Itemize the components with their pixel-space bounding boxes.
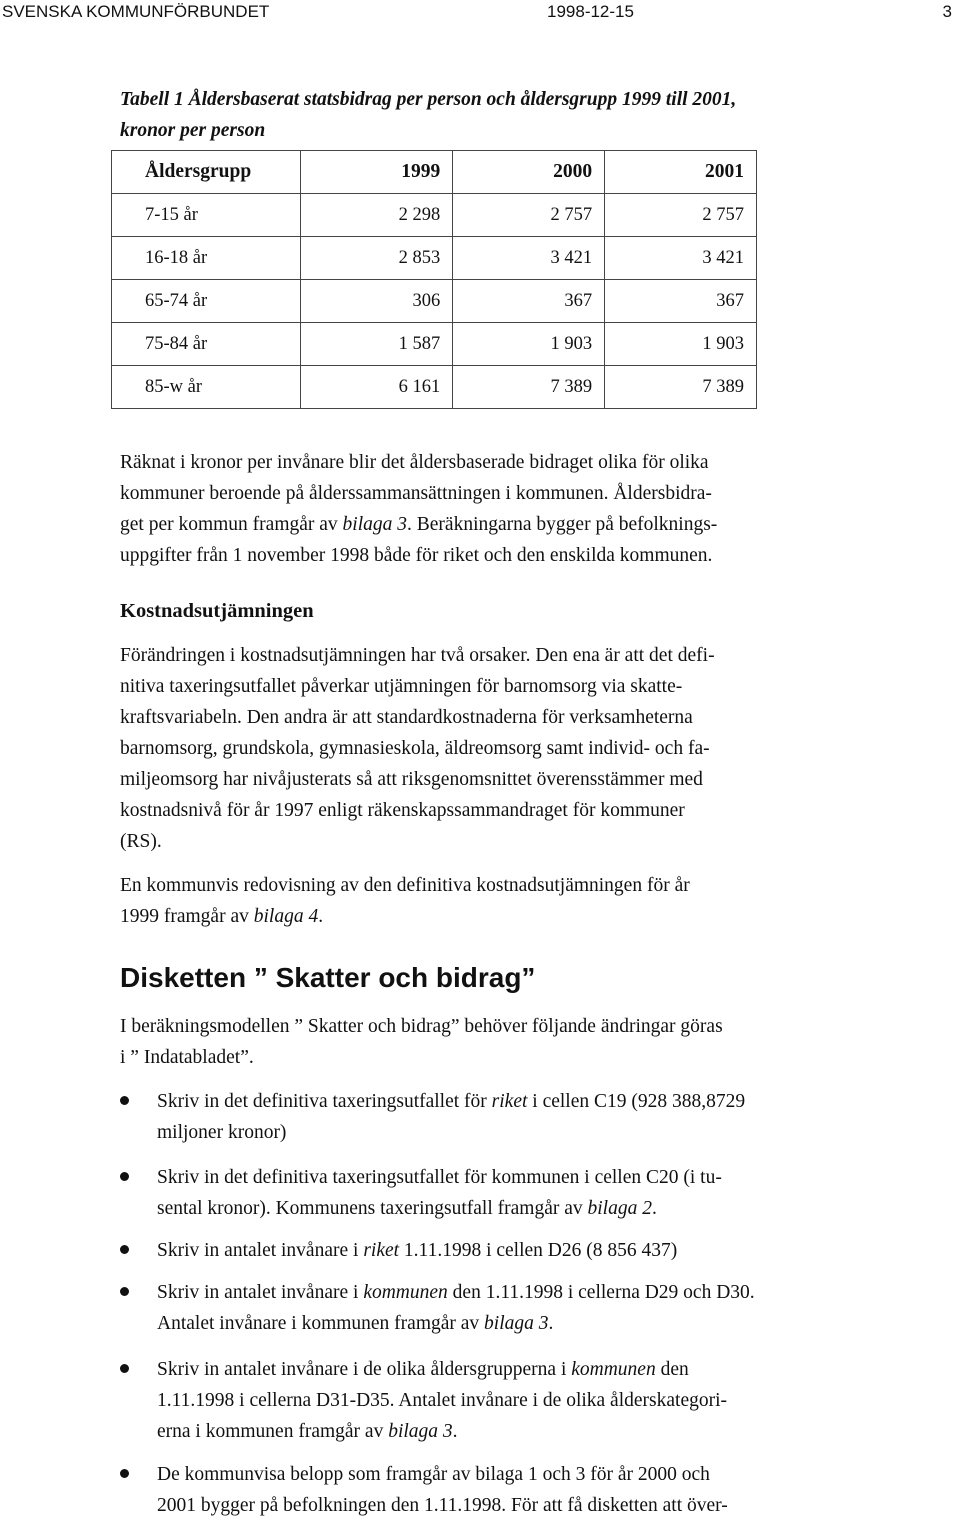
paragraph-disketten-intro <box>120 1011 910 1073</box>
text-span: Skriv in det definitiva taxeringsutfallet för <box>157 1091 492 1112</box>
table-cell: 1 903 <box>453 323 605 366</box>
text-span: den <box>655 1359 689 1380</box>
text-line: nitiva taxeringsutfallet påverkar utjämningen för barnomsorg via skatte- <box>120 676 683 697</box>
table-cell: 65‐74 år <box>112 280 301 323</box>
section-heading-disketten: Disketten ” Skatter och bidrag” <box>120 962 536 993</box>
bullet-icon <box>120 1172 129 1181</box>
table-cell: 7 389 <box>453 366 605 409</box>
text-line: De kommunvisa belopp som framgår av bilaga 1 och 3 för år 2000 och <box>157 1464 710 1485</box>
table-row <box>112 237 757 280</box>
text-span: Antalet invånare i kommunen framgår av <box>157 1313 485 1334</box>
table-cell: 1 587 <box>301 323 453 366</box>
table-row <box>112 280 757 323</box>
table-cell: 367 <box>605 280 757 323</box>
text-span: i cellen C19 (928 388,8729 <box>527 1091 746 1112</box>
table-cell: 16‐18 år <box>112 237 301 280</box>
bullet-icon <box>120 1096 129 1105</box>
text-span: den 1.11.1998 i cellerna D29 och D30. <box>447 1282 755 1303</box>
table-cell: 2 853 <box>301 237 453 280</box>
text-line: I beräkningsmodellen ” Skatter och bidrag” behöver följande ändringar göras <box>120 1016 723 1037</box>
text-line: kostnadsnivå för år 1997 enligt räkenskapssammandraget för kommuner <box>120 800 685 821</box>
text-line <box>157 1308 917 1339</box>
emphasis: riket <box>363 1240 400 1261</box>
table-header-cell: Åldersgrupp <box>112 151 301 194</box>
text-span: Skriv in antalet invånare i de olika åldersgrupperna i <box>157 1359 572 1380</box>
text-span: . <box>318 906 324 927</box>
page-header <box>0 0 960 28</box>
bilaga-reference: bilaga 3 <box>484 1313 549 1334</box>
emphasis: kommunen <box>571 1359 656 1380</box>
text-line: Skriv in det definitiva taxeringsutfallet för kommunen i cellen C20 (i tu- <box>157 1167 722 1188</box>
table-header-row <box>112 151 757 194</box>
table-cell: 367 <box>453 280 605 323</box>
emphasis: kommunen <box>363 1282 448 1303</box>
table-cell: 1 903 <box>605 323 757 366</box>
text-span: 1.11.1998 i cellen D26 (8 856 437) <box>399 1240 678 1261</box>
text-line: Förändringen i kostnadsutjämningen har två orsaker. Den ena är att det defi- <box>120 645 715 666</box>
text-span: . <box>651 1198 657 1219</box>
text-line: 2001 bygger på befolkningen den 1.11.1998. För att få disketten att över- <box>157 1495 728 1516</box>
table-cell: 7‐15 år <box>112 194 301 237</box>
table-header-cell: 1999 <box>301 151 453 194</box>
text-span: sental kronor). Kommunens taxeringsutfall framgår av <box>157 1198 588 1219</box>
table-cell: 2 757 <box>453 194 605 237</box>
bilaga-reference: bilaga 4 <box>253 906 319 927</box>
table-caption <box>120 84 900 146</box>
text-span: get per kommun framgår av <box>120 514 343 535</box>
table-cell: 6 161 <box>301 366 453 409</box>
text-line <box>157 1416 917 1447</box>
text-line: (RS). <box>120 831 162 852</box>
text-span: 1999 framgår av <box>120 906 254 927</box>
bullet-icon <box>120 1245 129 1254</box>
text-line: miljeomsorg har nivåjusterats så att riksgenomsnittet överensstämmer med <box>120 769 703 790</box>
table-cell: 2 757 <box>605 194 757 237</box>
emphasis: riket <box>491 1091 528 1112</box>
text-line <box>157 1277 917 1308</box>
text-line <box>120 509 910 540</box>
text-line: uppgifter från 1 november 1998 både för riket och den enskilda kommunen. <box>120 545 713 566</box>
table-cell: 7 389 <box>605 366 757 409</box>
text-line <box>157 1193 917 1224</box>
table-cell: 75‐84 år <box>112 323 301 366</box>
table-cell: 306 <box>301 280 453 323</box>
text-span: Skriv in antalet invånare i <box>157 1282 364 1303</box>
section-heading-kostnadsutjamning: Kostnadsutjämningen <box>120 600 314 622</box>
table-caption-line: Tabell 1 Åldersbaserat statsbidrag per person och åldersgrupp 1999 till 2001, <box>120 89 737 110</box>
text-line: En kommunvis redovisning av den definitiva kostnadsutjämningen för år <box>120 875 690 896</box>
page-number: 3 <box>942 2 952 21</box>
bullet-icon <box>120 1364 129 1373</box>
table-row <box>112 323 757 366</box>
table-cell: 85‐w år <box>112 366 301 409</box>
bilaga-reference: bilaga 2 <box>587 1198 652 1219</box>
table-cell: 2 298 <box>301 194 453 237</box>
table-row <box>112 194 757 237</box>
text-line <box>157 1086 917 1117</box>
paragraph-kostnadsutjamning <box>120 640 910 857</box>
bullet-icon <box>120 1287 129 1296</box>
table-cell: 3 421 <box>453 237 605 280</box>
text-line <box>157 1235 917 1266</box>
text-span: Skriv in antalet invånare i <box>157 1240 364 1261</box>
text-line: i ” Indatabladet”. <box>120 1047 254 1068</box>
text-line: 1.11.1998 i cellerna D31‐D35. Antalet invånare i de olika ålderskategori- <box>157 1390 728 1411</box>
text-line <box>120 901 910 932</box>
table-row <box>112 366 757 409</box>
bilaga-reference: bilaga 3 <box>342 514 408 535</box>
text-span: . Beräkningarna bygger på befolknings- <box>407 514 718 535</box>
text-span: . <box>548 1313 554 1334</box>
text-line: barnomsorg, grundskola, gymnasieskola, äldreomsorg samt individ- och fa- <box>120 738 710 759</box>
text-line: kraftsvariabeln. Den andra är att standardkostnaderna för verksamheterna <box>120 707 693 728</box>
text-line: kommuner beroende på ålderssammansättningen i kommunen. Åldersbidra- <box>120 483 712 504</box>
paragraph-redovisning <box>120 870 910 932</box>
bullet-icon <box>120 1469 129 1478</box>
bilaga-reference: bilaga 3 <box>388 1421 453 1442</box>
text-span: erna i kommunen framgår av <box>157 1421 389 1442</box>
paragraph-age-grant <box>120 447 910 571</box>
statsbidrag-table <box>111 150 757 409</box>
text-line: Räknat i kronor per invånare blir det åldersbaserade bidraget olika för olika <box>120 452 709 473</box>
table-header-cell: 2001 <box>605 151 757 194</box>
table-cell: 3 421 <box>605 237 757 280</box>
header-date: 1998-12-15 <box>547 2 634 21</box>
table-caption-line: kronor per person <box>120 120 266 141</box>
text-line <box>157 1354 917 1385</box>
text-span: . <box>452 1421 458 1442</box>
table-header-cell: 2000 <box>453 151 605 194</box>
text-line: miljoner kronor) <box>157 1122 287 1143</box>
header-organization: SVENSKA KOMMUNFÖRBUNDET <box>2 2 270 21</box>
